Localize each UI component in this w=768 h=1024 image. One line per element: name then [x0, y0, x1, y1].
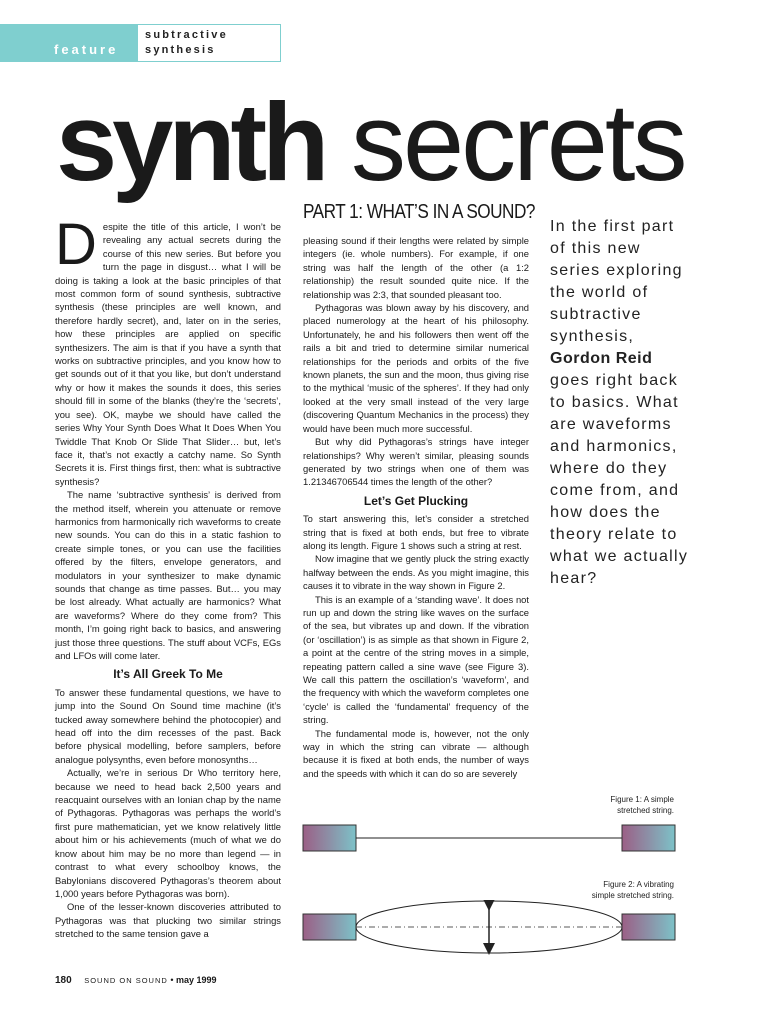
body-column-2 — [303, 234, 529, 780]
paragraph: pleasing sound if their lengths were related by simple integers (ie. whole numbers). For example, if one string was half the length of the other (a 1:2 relationship) the result sounded quite nice. If the relationship was 2:3, that sounded pleasant too. — [303, 235, 529, 300]
figure-1-caption — [560, 794, 674, 816]
right-clamp — [622, 825, 675, 851]
body-column-1 — [55, 212, 281, 941]
caption-line: stretched string. — [617, 806, 674, 815]
figure-1-string-at-rest — [302, 822, 676, 854]
paragraph: One of the lesser-known discoveries attributed to Pythagoras was that plucking two similar strings stretched to the same tension gave a — [55, 901, 281, 940]
caption-line: simple stretched string. — [591, 891, 674, 900]
left-clamp — [303, 825, 356, 851]
subheading: It’s All Greek To Me — [113, 667, 223, 682]
figure-2-caption — [560, 879, 674, 901]
article-subtitle: PART 1: WHAT’S IN A SOUND? — [303, 201, 535, 223]
subheading: Let’s Get Plucking — [363, 493, 469, 508]
footer-separator: • — [170, 975, 174, 985]
drop-cap: D — [55, 212, 97, 277]
issue-date: may 1999 — [175, 975, 217, 985]
page-footer — [55, 975, 217, 986]
section-tab — [0, 24, 138, 62]
paragraph: But why did Pythagoras’s strings have integer relationships? Why weren’t similar, pleasing sounds generated by two strings when one of them was 1.21346706544 times the length of the other? — [303, 436, 529, 488]
caption-line: Figure 2: A vibrating — [603, 880, 674, 889]
paragraph: To answer these fundamental questions, we have to jump into the Sound On Sound time machine (it’s tucked away somewhere behind the photocopier) and head off into the dim recesses of the past. Back before physical modelling, before samplers, before analogue polysynths, even before monosynths… — [55, 686, 281, 765]
caption-line: Figure 1: A simple — [610, 795, 674, 804]
magazine-name: SOUND ON SOUND — [84, 976, 168, 985]
standfirst-tail: goes right back to basics. What are waveforms and harmonics, where do they come from, and how does the theory relate to what we actually hear? — [550, 372, 689, 587]
paragraph-text: espite the title of this article, I won’t be revealing any actual secrets during the course of this new series. But before you turn the page in disgust… what I will be doing is taking a look at the basic principles of that most common form of sound synthesis, subtractive synthesis (these principles are well known, and therefore hardly secret), and, later on in the series, how these principles are applied on specific synthesizers. The aim is that if you have a synth that works on subtractive principles, and you know how to get sounds out of it that you like, but don’t understand why or how it makes the sounds it does, this series should fill in some of the blanks (they’re the ‘secrets’, you see). OK, maybe we should have called the series Why Your Synth Does What It Does When You Twiddle That Knob Or Slide That Slider… but, let’s face it, that’s not exactly a catchy name. So Synth Secrets it is. First things first, then: what is subtractive synthesis? — [55, 221, 281, 487]
paragraph: The fundamental mode is, however, not the only way in which the string can vibrate — although because it is fixed at both ends, the number of ways and the speeds with which it can do so are severely — [303, 727, 529, 779]
standfirst — [550, 216, 690, 590]
series-box — [138, 24, 281, 62]
title-light: secrets — [350, 81, 685, 204]
paragraph: This is an example of a ‘standing wave’. It does not run up and down the string like waves on the surface of the sea, but vibrates up and down. If the vibration (or ‘oscillation’) is as simple as that shown in Figure 2, a point at the centre of the string moves in a simple, repeating pattern called a sine wave (see Figure 3). We call this pattern the oscillation’s ‘waveform’, and the frequency with which the waveform completes one ‘cycle’ is called the ‘fundamental’ frequency of the string. — [303, 593, 529, 726]
paragraph — [55, 212, 281, 488]
standfirst-lead: In the first part of this new series exploring the world of subtractive synthesis, — [550, 218, 683, 345]
left-clamp — [303, 914, 356, 940]
article-title — [56, 81, 685, 204]
figure-2-vibrating-string — [302, 900, 676, 956]
paragraph: To start answering this, let’s consider a stretched string that is fixed at both ends, but free to vibrate along its length. Figure 1 shows such a string at rest. — [303, 513, 529, 551]
page-number: 180 — [55, 975, 72, 986]
section-label: feature — [54, 42, 119, 57]
author-name: Gordon Reid — [550, 350, 653, 367]
title-bold: synth — [56, 81, 325, 204]
paragraph: The name ‘subtractive synthesis’ is derived from the method itself, wherein you attenuate or remove harmonics from harmonically rich waveforms to create new sounds. You can do this in a static fashion to create simple tones, or you can use the facilities offered by the filters, envelope generators, and modulators in your synthesizer to make dynamic sounds that change as time passes. But… you may be lost already. What actually are harmonics? What are waveforms? Where do they come from? This month, I’m going right back to basics, and answering just those three questions. The stuff about VCFs, EGs and LFOs will come later. — [55, 489, 281, 661]
paragraph: Pythagoras was blown away by his discovery, and placed numerology at the heart of his philosophy. Unfortunately, he and his followers then went off the rails a bit and tried to determine similar numerical relationships for the periods and orbits of the five known planets, the sun and the moon, thus giving rise to the mythical ‘music of the spheres’. If they had only looked at the very small instead of the very large (discovering Quantum Mechanics in the process) they would have been much more successful. — [303, 302, 529, 434]
paragraph: Now imagine that we gently pluck the string exactly halfway between the ends. As you might imagine, this causes it to vibrate in the way shown in Figure 2. — [303, 553, 529, 592]
series-line-2: synthesis — [145, 44, 216, 56]
series-line-1: subtractive — [145, 29, 228, 41]
paragraph: Actually, we’re in serious Dr Who territory here, because we need to head back 2,500 years and reacquaint ourselves with an Ionian chap by the name of Pythagoras. Pythagoras was perhaps the world’s first pure mathematician, yet we know relatively little about him or his achievements (much of what we do know about him may be no more than legend — in contrast to what every schoolboy knows, the Babylonians discovered Pythagoras’s theorem about 1,000 years before Pythagoras was born). — [55, 767, 281, 899]
right-clamp — [622, 914, 675, 940]
